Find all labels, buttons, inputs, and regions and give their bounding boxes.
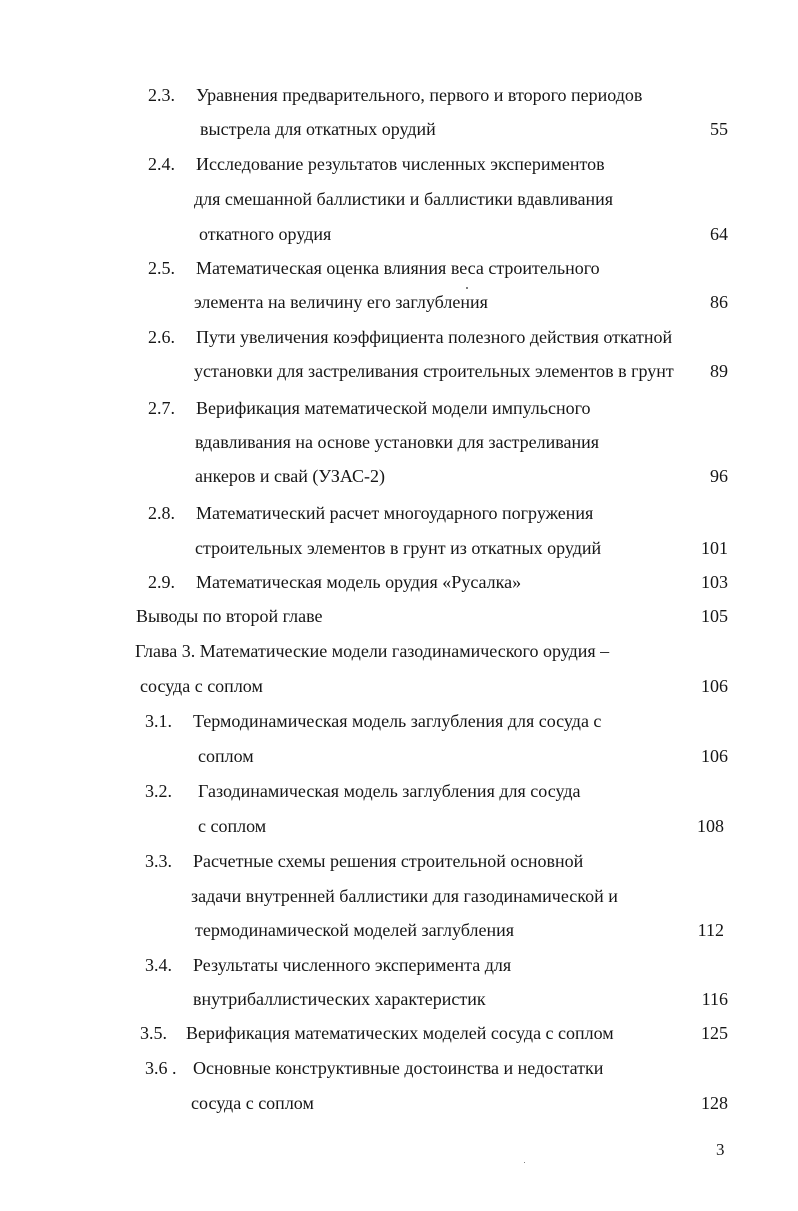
toc-entry-text: Исследование результатов численных экспериментов [196,154,605,174]
toc-entry-text: Математическая оценка влияния веса строительного [196,258,600,278]
toc-entry-page: 125 [701,1023,728,1043]
toc-entry-text: Верификация математической модели импульсного [196,398,591,418]
toc-entry-page: 106 [701,746,728,766]
toc-entry-text: Пути увеличения коэффициента полезного действия откатной [196,327,673,347]
toc-entry-text: откатного орудия [199,224,332,244]
toc-entry-page: 106 [701,676,728,696]
toc-entry-number: 2.4. [148,154,175,174]
toc-entry-text: Математическая модель орудия «Русалка» [196,572,522,592]
toc-entry-number: 2.9. [148,572,175,592]
toc-entry-text: строительных элементов в грунт из откатных орудий [195,538,602,558]
toc-entry-text: Газодинамическая модель заглубления для сосуда [198,781,581,801]
toc-entry-page: 112 [697,920,724,940]
toc-entry-text: сосуда с соплом [191,1093,314,1113]
toc-entry-number: 3.5. [140,1023,167,1043]
scan-speck [524,1162,525,1163]
toc-entry-page: 86 [710,292,728,312]
toc-entry-text: Выводы по второй главе [136,606,323,626]
toc-entry-text: анкеров и свай (УЗАС-2) [195,466,386,486]
chapter-heading: сосуда с соплом [140,676,263,696]
toc-entry-page: 108 [697,816,724,836]
toc-entry-text: установки для застреливания строительных элементов в грунт [194,361,674,381]
toc-entry-page: 64 [710,224,728,244]
toc-entry-number: 2.7. [148,398,175,418]
toc-entry-text: Результаты численного эксперимента для [193,955,512,975]
toc-entry-number: 3.3. [145,851,172,871]
toc-entry-text: Термодинамическая модель заглубления для сосуда с [193,711,602,731]
toc-entry-number: 3.4. [145,955,172,975]
toc-entry-text: термодинамической моделей заглубления [195,920,514,940]
toc-entry-text: задачи внутренней баллистики для газодинамической и [191,886,618,906]
toc-entry-text: с соплом [198,816,267,836]
toc-entry-text: Уравнения предварительного, первого и второго периодов [196,85,643,105]
toc-entry-text: соплом [198,746,254,766]
chapter-heading: Глава 3. Математические модели газодинамического орудия – [135,641,610,661]
toc-entry-text: Верификация математических моделей сосуда с соплом [186,1023,614,1043]
toc-entry-page: 55 [710,119,728,139]
toc-entry-number: 3.2. [145,781,172,801]
toc-entry-page: 89 [710,361,728,381]
toc-entry-text: вдавливания на основе установки для застреливания [195,432,600,452]
toc-entry-text: Расчетные схемы решения строительной основной [193,851,584,871]
toc-entry-page: 101 [701,538,728,558]
page-number: 3 [716,1140,725,1159]
toc-entry-page: 116 [701,989,728,1009]
toc-entry-text: элемента на величину его заглубления [194,292,488,312]
toc-entry-number: 2.6. [148,327,175,347]
toc-entry-page: 105 [701,606,728,626]
toc-entry-text: Математический расчет многоударного погружения [196,503,594,523]
toc-entry-page: 103 [701,572,728,592]
toc-entry-number: 2.5. [148,258,175,278]
toc-entry-text: Основные конструктивные достоинства и недостатки [193,1058,604,1078]
toc-entry-text: для смешанной баллистики и баллистики вдавливания [194,189,614,209]
toc-entry-number: 2.8. [148,503,175,523]
toc-entry-number: 3.6 . [145,1058,177,1078]
scan-speck [466,287,468,289]
toc-entry-number: 2.3. [148,85,175,105]
toc-entry-page: 128 [701,1093,728,1113]
toc-entry-number: 3.1. [145,711,172,731]
toc-entry-text: выстрела для откатных орудий [200,119,436,139]
toc-entry-text: внутрибаллистических характеристик [193,989,486,1009]
toc-entry-page: 96 [710,466,728,486]
